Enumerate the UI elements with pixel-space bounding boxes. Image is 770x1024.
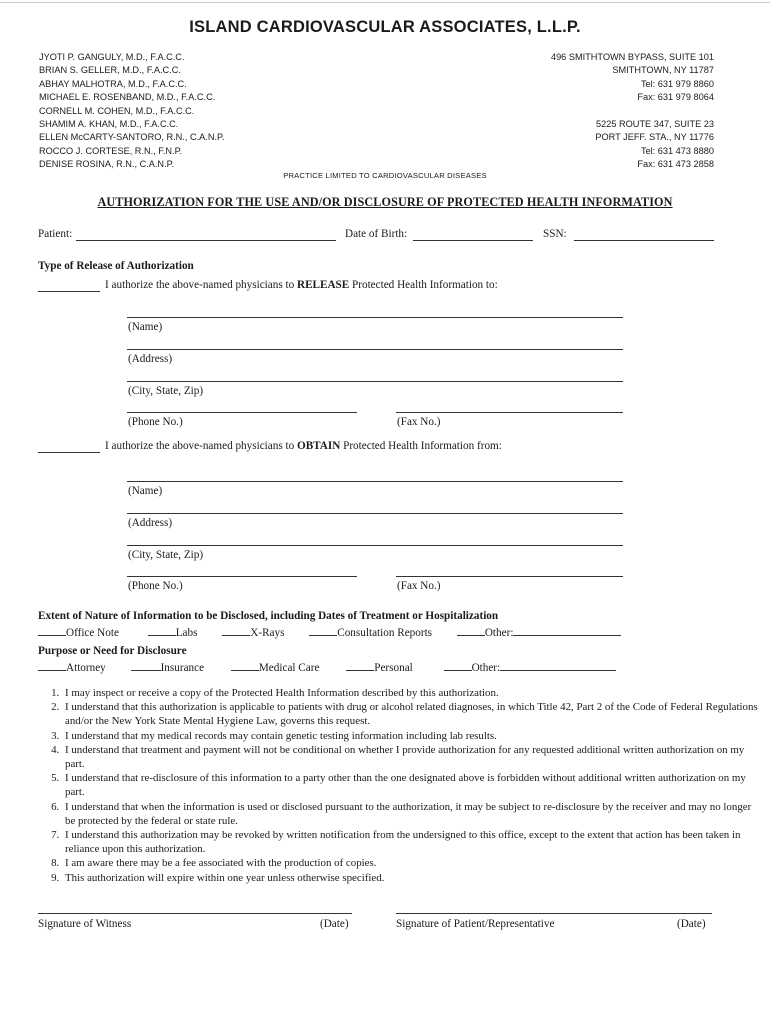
release-fax-label: (Fax No.): [397, 416, 441, 428]
obtain-city-field[interactable]: [127, 545, 623, 546]
office-city: SMITHTOWN, NY 11787: [612, 65, 714, 76]
xrays-option: X-Rays: [250, 627, 285, 639]
physician-name: ABHAY MALHOTRA, M.D., F.A.C.C.: [39, 78, 187, 89]
ssn-field[interactable]: [574, 240, 714, 241]
obtain-address-label: (Address): [128, 517, 173, 529]
purpose-options: [38, 659, 616, 674]
release-text-end: Protected Health Information to:: [349, 279, 498, 291]
extent-other-option: Other:: [484, 627, 514, 639]
purpose-other-field[interactable]: [500, 659, 616, 671]
obtain-name-label: (Name): [128, 485, 163, 497]
release-city-label: (City, State, Zip): [128, 385, 204, 397]
personal-check[interactable]: [346, 659, 374, 671]
release-fax-field[interactable]: [396, 412, 623, 413]
obtain-name-field[interactable]: [127, 481, 623, 482]
release-statement: [105, 279, 498, 291]
release-name-label: (Name): [128, 321, 163, 333]
term-item: 1. I may inspect or receive a copy of the Protected Health Information described by this authorization.: [62, 686, 762, 700]
obtain-text-end: Protected Health Information from:: [340, 440, 502, 452]
consult-reports-check[interactable]: [309, 624, 337, 636]
attorney-check[interactable]: [38, 659, 66, 671]
office-fax: Fax: 631 473 2858: [637, 159, 714, 170]
physician-name: ROCCO J. CORTESE, R.N., F.N.P.: [39, 145, 183, 156]
purpose-heading: Purpose or Need for Disclosure: [38, 645, 187, 657]
purpose-other-check[interactable]: [444, 659, 472, 671]
physician-name: CORNELL M. COHEN, M.D., F.A.C.C.: [39, 105, 195, 116]
office-address: 5225 ROUTE 347, SUITE 23: [596, 119, 714, 129]
release-name-field[interactable]: [127, 317, 623, 318]
personal-option: Personal: [374, 662, 413, 674]
office-tel: Tel: 631 473 8880: [640, 145, 714, 156]
release-phone-label: (Phone No.): [128, 416, 183, 428]
office-fax: Fax: 631 979 8064: [637, 92, 714, 103]
term-item: 7. I understand this authorization may be revoked by written notification from the undersigned to this office, except to the extent that action has been taken in reliance upon this authorization.: [62, 828, 762, 856]
witness-signature-field[interactable]: [38, 913, 352, 914]
release-text: I authorize the above-named physicians to: [105, 279, 297, 291]
patient-signature-field[interactable]: [396, 913, 712, 914]
patient-signature-label: Signature of Patient/Representative: [396, 918, 555, 930]
obtain-statement: [105, 440, 502, 452]
obtain-phone-label: (Phone No.): [128, 580, 183, 592]
terms-list: [14, 686, 762, 885]
scan-edge: [0, 2, 770, 3]
attorney-option: Attorney: [66, 662, 106, 674]
office-smithtown: [551, 51, 714, 105]
ssn-label: SSN:: [543, 228, 567, 240]
term-item: 9. This authorization will expire within one year unless otherwise specified.: [62, 871, 762, 885]
labs-check[interactable]: [148, 624, 176, 636]
physician-name: DENISE ROSINA, R.N., C.A.N.P.: [39, 159, 175, 170]
xrays-check[interactable]: [222, 624, 250, 636]
office-city: PORT JEFF. STA., NY 11776: [595, 132, 714, 143]
obtain-text: I authorize the above-named physicians to: [105, 440, 297, 452]
obtain-keyword: OBTAIN: [297, 440, 341, 452]
office-port-jeff: [595, 118, 714, 172]
obtain-fax-field[interactable]: [396, 576, 623, 577]
term-item: 5. I understand that re-disclosure of this information to a party other than the one designated above is forbidden without additional written authorization on my part.: [62, 771, 762, 799]
extent-options: [38, 624, 621, 639]
physician-name: ELLEN McCARTY-SANTORO, R.N., C.A.N.P.: [39, 132, 225, 143]
obtain-fax-label: (Fax No.): [397, 580, 441, 592]
office-note-option: Office Note: [66, 627, 119, 639]
witness-signature-label: Signature of Witness: [38, 918, 132, 930]
term-item: 2. I understand that this authorization is applicable to patients with drug or alcohol related diagnoses, in which Title 42, Part 2 of the Code of Federal Regulations and/or the New York State Mental Hygiene Law, governs this request.: [62, 700, 762, 728]
office-note-check[interactable]: [38, 624, 66, 636]
form-heading: AUTHORIZATION FOR THE USE AND/OR DISCLOSURE OF PROTECTED HEALTH INFORMATION: [97, 195, 673, 209]
consult-reports-option: Consultation Reports: [337, 627, 433, 639]
release-check[interactable]: [38, 291, 100, 292]
purpose-other-option: Other:: [471, 662, 501, 674]
release-address-field[interactable]: [127, 349, 623, 350]
physician-list: [39, 51, 225, 172]
physician-name: MICHAEL E. ROSENBAND, M.D., F.A.C.C.: [39, 92, 216, 103]
insurance-option: Insurance: [160, 662, 205, 674]
patient-label: Patient:: [38, 228, 73, 240]
extent-other-check[interactable]: [457, 624, 485, 636]
term-item: 8. I am aware there may be a fee associated with the production of copies.: [62, 856, 762, 870]
insurance-check[interactable]: [131, 659, 161, 671]
patient-date-label: (Date): [677, 918, 706, 930]
labs-option: Labs: [175, 627, 198, 639]
dob-field[interactable]: [413, 240, 533, 241]
medical-care-check[interactable]: [231, 659, 259, 671]
extent-other-field[interactable]: [513, 624, 621, 636]
obtain-check[interactable]: [38, 452, 100, 453]
release-address-label: (Address): [128, 353, 173, 365]
practice-title: ISLAND CARDIOVASCULAR ASSOCIATES, L.L.P.: [189, 18, 581, 36]
practice-note: PRACTICE LIMITED TO CARDIOVASCULAR DISEASES: [283, 171, 487, 180]
physician-name: BRIAN S. GELLER, M.D., F.A.C.C.: [39, 65, 181, 76]
release-phone-field[interactable]: [127, 412, 357, 413]
physician-name: SHAMIM A. KHAN, M.D., F.A.C.C.: [39, 119, 179, 130]
release-city-field[interactable]: [127, 381, 623, 382]
obtain-city-label: (City, State, Zip): [128, 549, 204, 561]
dob-label: Date of Birth:: [345, 228, 408, 240]
office-tel: Tel: 631 979 8860: [640, 78, 714, 89]
extent-heading: Extent of Nature of Information to be Disclosed, including Dates of Treatment or Hospitalization: [38, 610, 499, 622]
release-keyword: RELEASE: [297, 279, 350, 291]
obtain-address-field[interactable]: [127, 513, 623, 514]
patient-field[interactable]: [76, 240, 336, 241]
release-type-heading: Type of Release of Authorization: [38, 260, 194, 272]
witness-date-label: (Date): [320, 918, 349, 930]
term-item: 3. I understand that my medical records may contain genetic testing information including lab results.: [62, 729, 762, 743]
term-item: 4. I understand that treatment and payment will not be conditional on whether I provide authorization for any requested additional written authorization on my part.: [62, 743, 762, 771]
physician-name: JYOTI P. GANGULY, M.D., F.A.C.C.: [39, 52, 185, 62]
obtain-phone-field[interactable]: [127, 576, 357, 577]
medical-care-option: Medical Care: [258, 662, 320, 674]
term-item: 6. I understand that when the information is used or disclosed pursuant to the authorization, it may be subject to re-disclosure by the receiver and may no longer be protected by the federal or state rule.: [62, 800, 762, 828]
office-address: 496 SMITHTOWN BYPASS, SUITE 101: [550, 52, 714, 62]
